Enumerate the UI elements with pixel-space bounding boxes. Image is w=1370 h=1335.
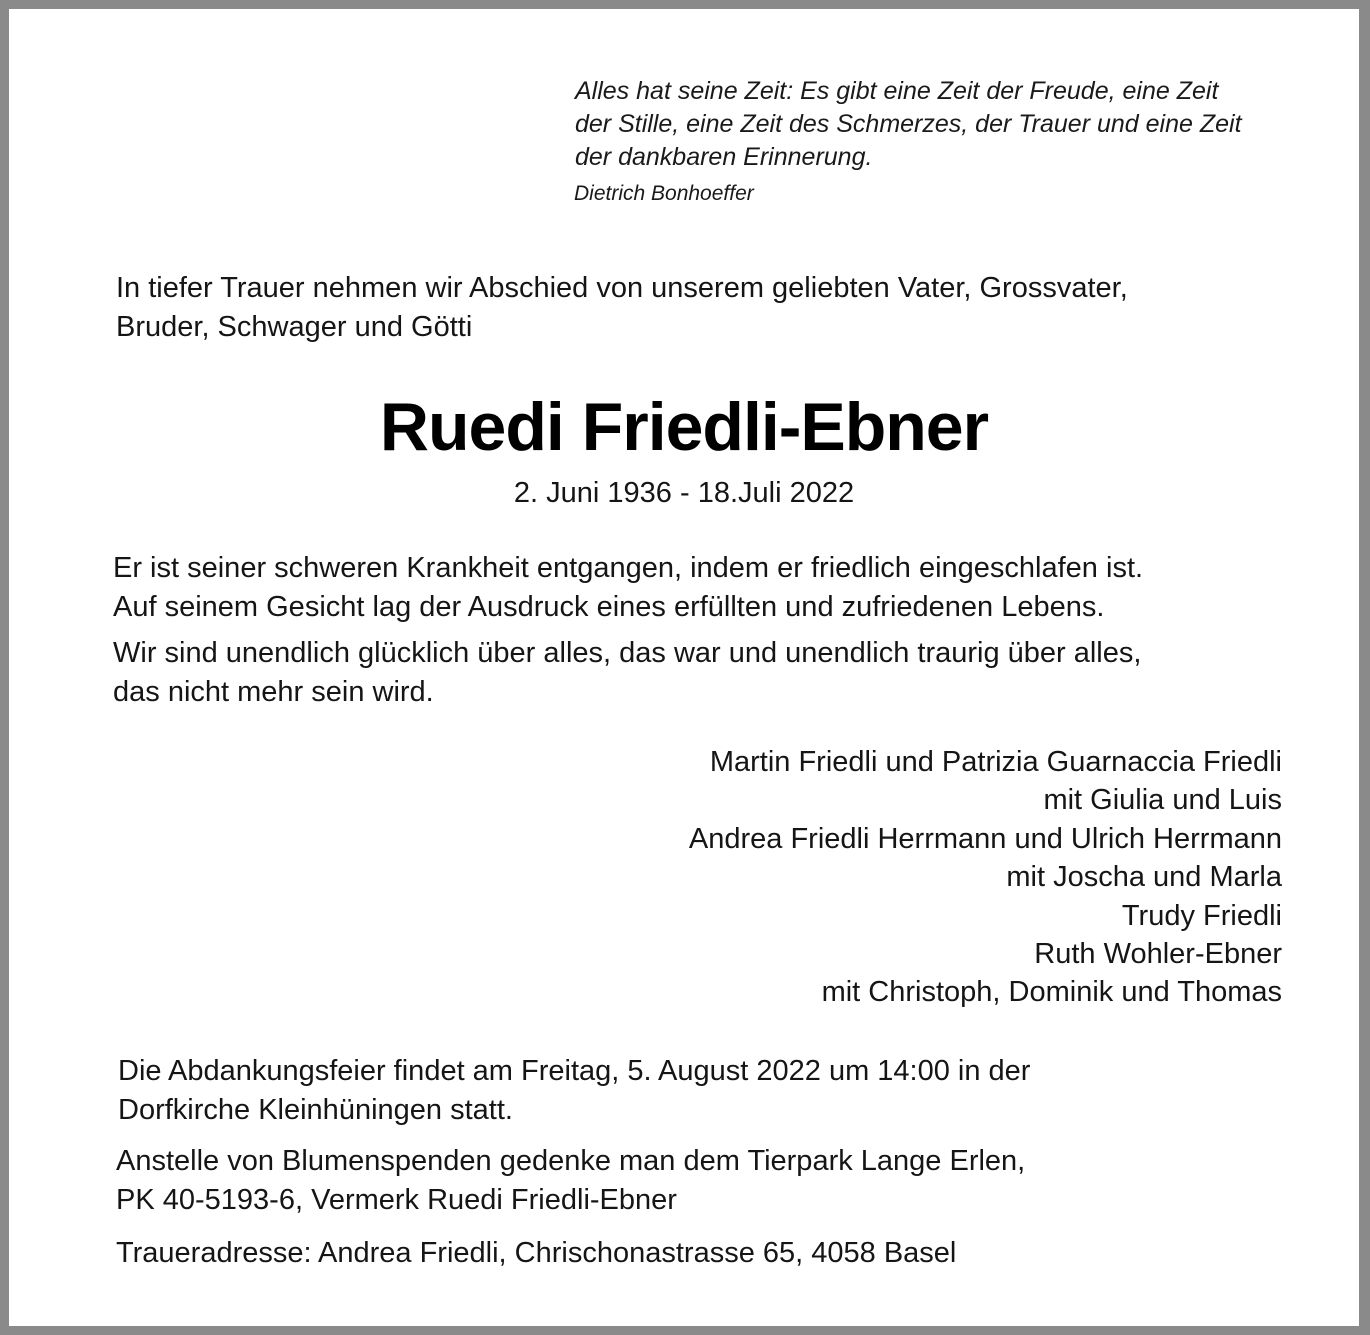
donation-line: Anstelle von Blumenspenden gedenke man dem Tierpark Lange Erlen,	[116, 1145, 1026, 1177]
mourners-list	[689, 743, 1282, 1012]
paragraph-line: Er ist seiner schweren Krankheit entgangen, indem er friedlich eingeschlafen ist.	[113, 552, 1144, 584]
obituary-page	[9, 9, 1359, 1326]
mourner-line: Ruth Wohler-Ebner	[1034, 938, 1282, 971]
quote-line: der dankbaren Erinnerung.	[575, 143, 873, 171]
life-dates: 2. Juni 1936 - 18.Juli 2022	[513, 477, 855, 509]
epigraph-quote	[575, 75, 1315, 174]
mourner-line: mit Christoph, Dominik und Thomas	[821, 976, 1282, 1009]
paragraph-passing	[113, 549, 1143, 627]
paragraph-line: Auf seinem Gesicht lag der Ausdruck eines erfüllten und zufriedenen Lebens.	[113, 591, 1105, 623]
paragraph-line: das nicht mehr sein wird.	[113, 676, 434, 708]
donation-notice	[116, 1142, 1025, 1220]
quote-line: Alles hat seine Zeit: Es gibt eine Zeit der Freude, eine Zeit	[575, 77, 1219, 105]
mourner-line: Trudy Friedli	[1121, 899, 1282, 932]
ceremony-line: Die Abdankungsfeier findet am Freitag, 5. August 2022 um 14:00 in der	[118, 1055, 1031, 1087]
intro-text	[116, 269, 1128, 347]
mourner-line: mit Joscha und Marla	[1006, 861, 1282, 894]
ceremony-line: Dorfkirche Kleinhüningen statt.	[118, 1094, 513, 1126]
mourning-address	[116, 1234, 956, 1273]
intro-line: Bruder, Schwager und Götti	[116, 311, 473, 343]
deceased-name: Ruedi Friedli-Ebner	[379, 389, 989, 465]
mourner-line: mit Giulia und Luis	[1043, 784, 1282, 817]
mourner-line: Martin Friedli und Patrizia Guarnaccia Friedli	[709, 746, 1282, 778]
mourner-line: Andrea Friedli Herrmann und Ulrich Herrmann	[688, 822, 1282, 855]
paragraph-line: Wir sind unendlich glücklich über alles, das war und unendlich traurig über alles,	[113, 637, 1142, 669]
intro-line: In tiefer Trauer nehmen wir Abschied von unserem geliebten Vater, Grossvater,	[116, 272, 1128, 304]
ceremony-notice	[118, 1052, 1030, 1130]
quote-author: Dietrich Bonhoeffer	[574, 182, 754, 205]
paragraph-gratitude	[113, 634, 1141, 712]
quote-line: der Stille, eine Zeit des Schmerzes, der Trauer und eine Zeit	[575, 110, 1242, 138]
donation-line: PK 40-5193-6, Vermerk Ruedi Friedli-Ebner	[116, 1184, 677, 1216]
address-line: Traueradresse: Andrea Friedli, Chrischonastrasse 65, 4058 Basel	[116, 1237, 957, 1269]
